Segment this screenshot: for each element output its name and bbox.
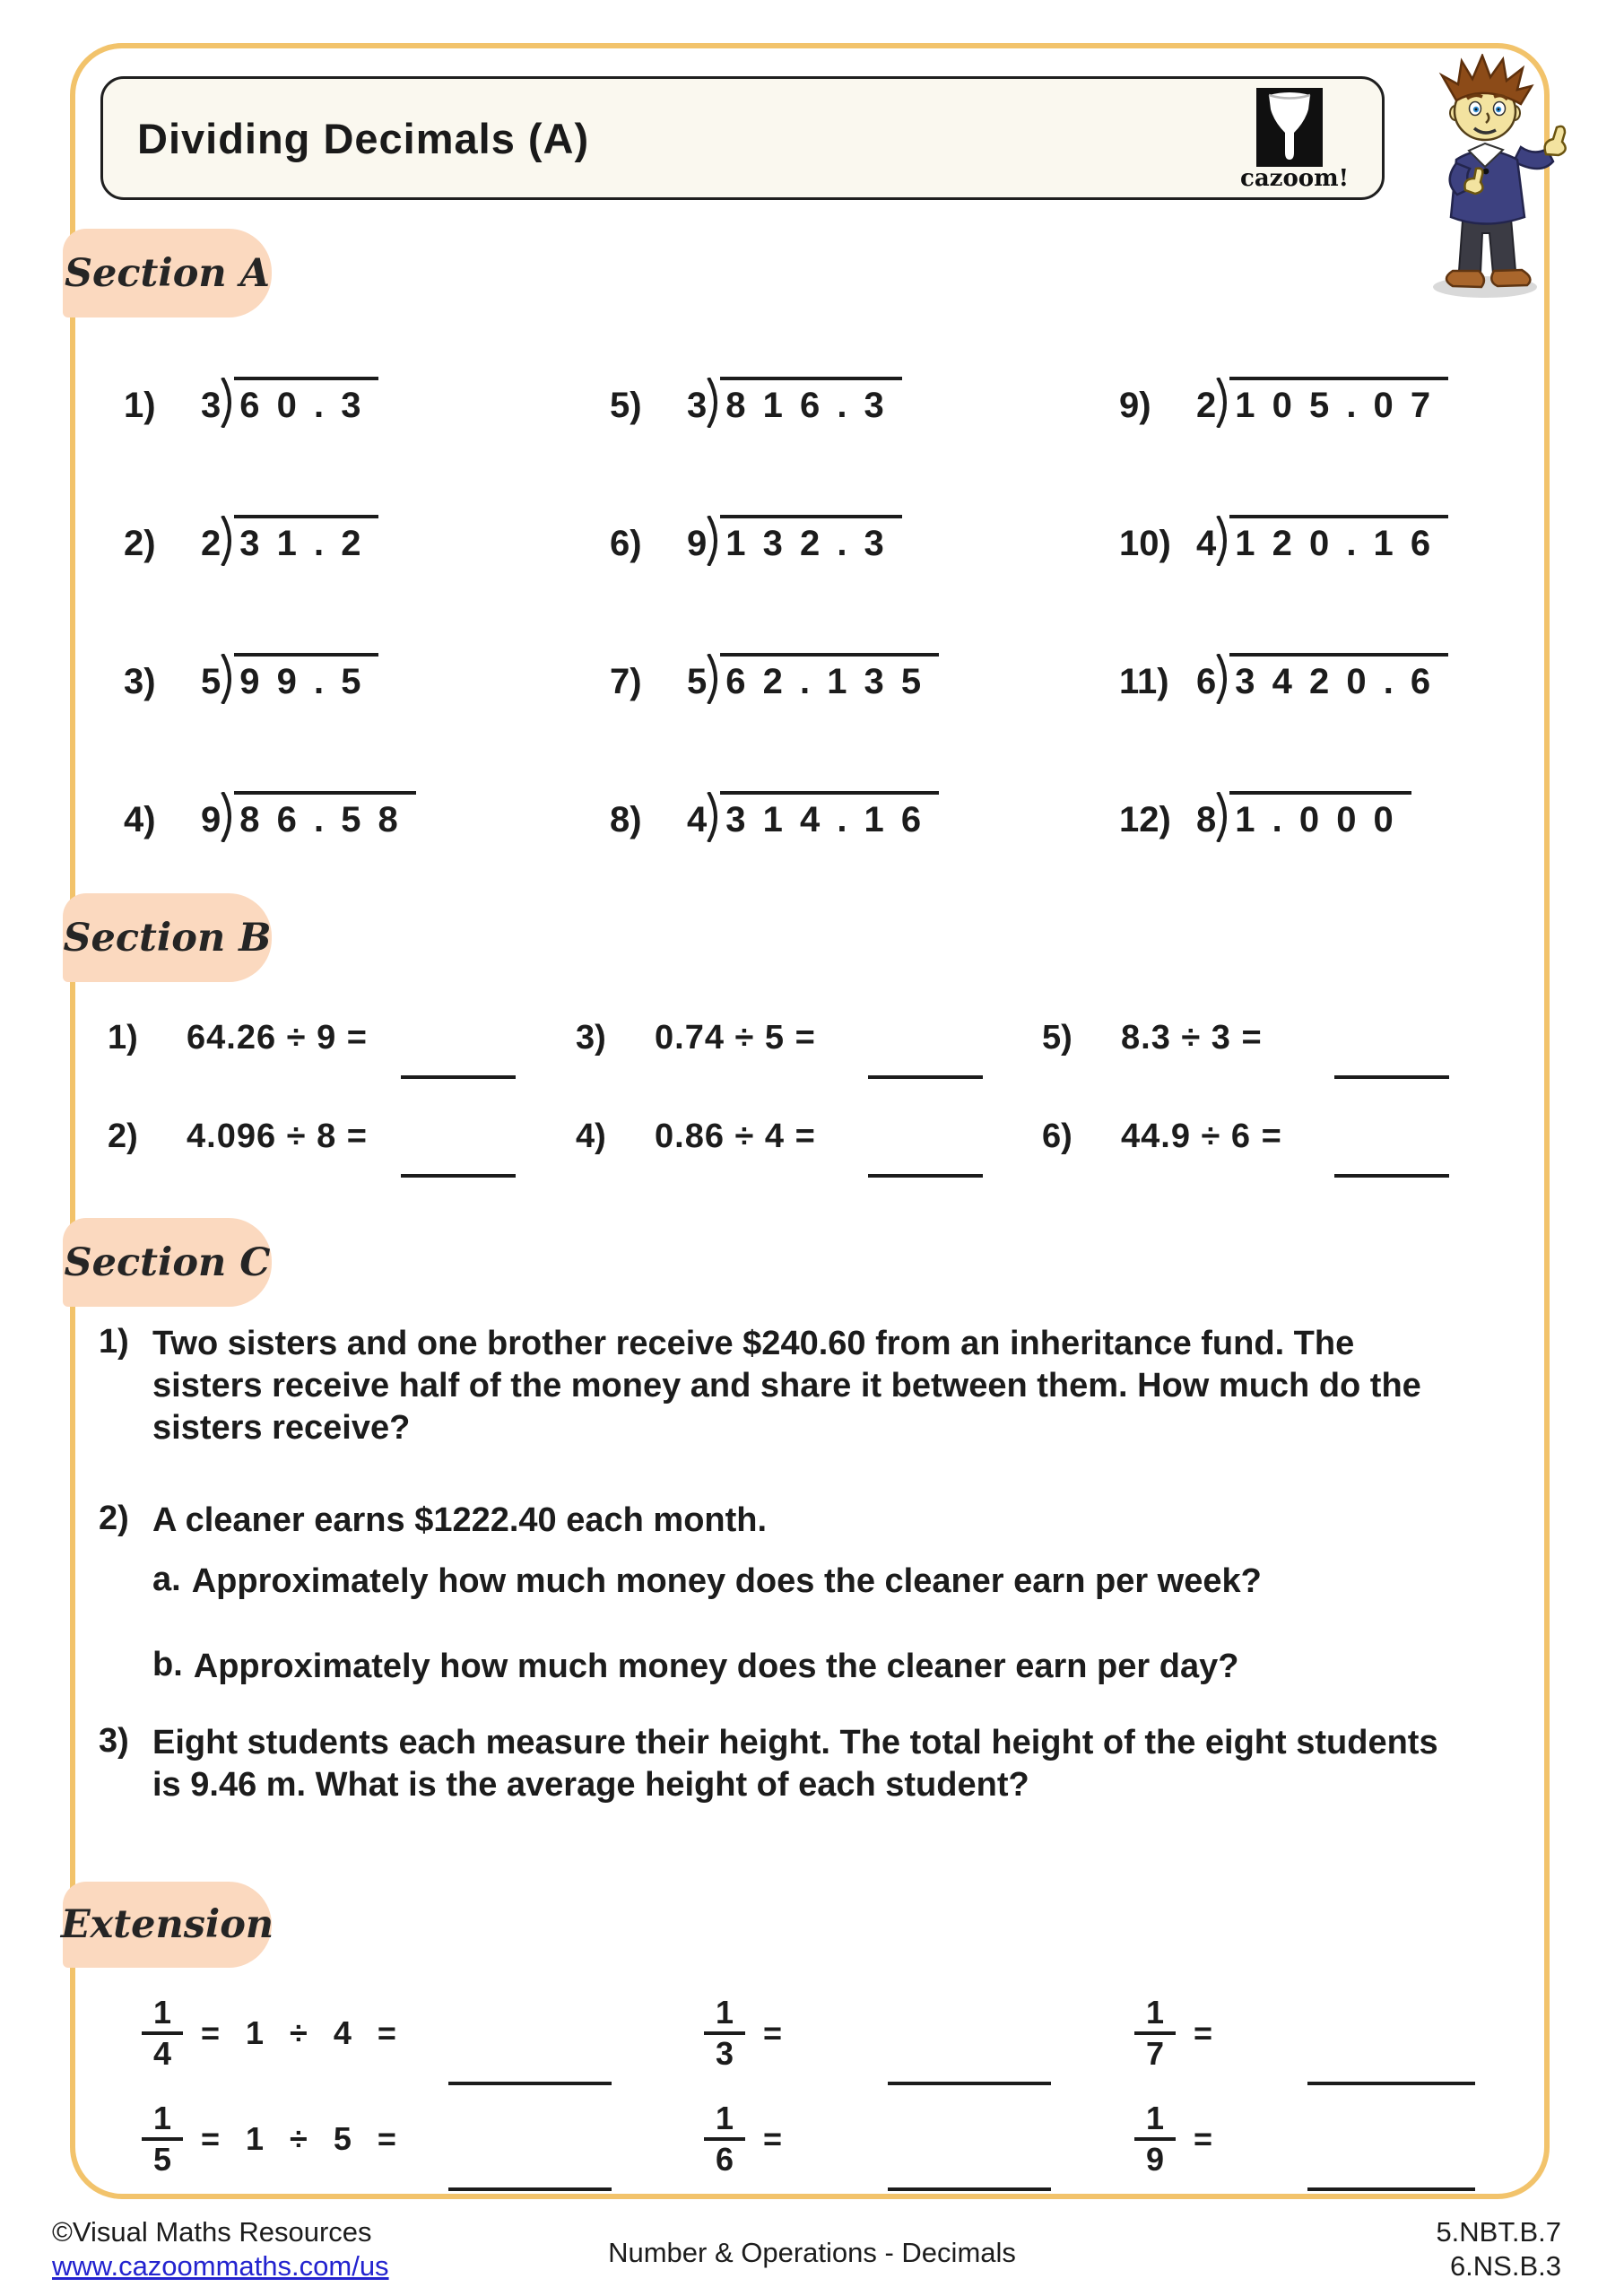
expression: 0.86 ÷ 4 = [655, 1118, 816, 1155]
footer-topic: Number & Operations - Decimals [608, 2237, 1016, 2268]
problem-number: 3) [576, 1019, 606, 1057]
section-c-label: Section C [64, 1239, 271, 1285]
numerator: 1 [715, 1994, 734, 2031]
answer-line[interactable] [1307, 2187, 1475, 2191]
divisor: 4 [1196, 524, 1217, 563]
extension-item-5 [1134, 1993, 1215, 2074]
division-problem-b4 [576, 1118, 816, 1156]
extension-header [60, 1882, 274, 1968]
divisor: 9 [687, 524, 708, 563]
long-division-problem-8 [610, 791, 939, 842]
long-division-problem-7 [610, 653, 939, 704]
answer-line[interactable] [868, 1075, 983, 1079]
problem-number: 1) [108, 1019, 138, 1057]
dividend: 6 2 . 1 3 5 [720, 653, 939, 702]
numerator: 1 [1145, 2100, 1165, 2136]
problem-number: 7) [610, 662, 642, 701]
problem-number: 2) [99, 1500, 129, 1537]
dividend: 3 4 2 0 . 6 [1229, 653, 1448, 702]
divisor: 5 [201, 662, 221, 701]
page-title: Dividing Decimals (A) [137, 114, 590, 162]
problem-number: 3) [124, 662, 156, 701]
long-division-problem-11 [1119, 653, 1448, 704]
equation-text: = [1194, 2120, 1216, 2157]
divisor: 6 [1196, 662, 1217, 701]
subpart-label: a. [152, 1561, 181, 1598]
equation-text: = 1 ÷ 5 = [201, 2120, 399, 2157]
expression: 8.3 ÷ 3 = [1121, 1019, 1263, 1057]
problem-number: 10) [1119, 524, 1171, 563]
denominator: 4 [152, 2035, 172, 2072]
denominator: 6 [715, 2141, 734, 2178]
long-division-problem-1 [124, 377, 378, 428]
numerator: 1 [1145, 1994, 1165, 2031]
logo-text: cazoom! [1240, 165, 1350, 192]
title-box [100, 76, 1385, 200]
divisor: 4 [687, 800, 708, 839]
problem-number: 4) [576, 1118, 606, 1155]
problem-text: Two sisters and one brother receive $240.60 from an inheritance fund. The sisters receive half of the money and share it between them. How much do the sisters receive? [152, 1325, 1421, 1447]
answer-line[interactable] [1334, 1075, 1449, 1079]
section-c-header [63, 1218, 272, 1307]
long-division-problem-10 [1119, 515, 1448, 566]
dividend: 1 . 0 0 0 [1229, 791, 1411, 840]
division-problem-b6 [1042, 1118, 1282, 1156]
problem-number: 11) [1119, 662, 1169, 701]
answer-line[interactable] [401, 1174, 516, 1178]
denominator: 9 [1145, 2141, 1165, 2178]
long-division-problem-6 [610, 515, 902, 566]
divisor: 8 [1196, 800, 1217, 839]
problem-number: 1) [99, 1323, 129, 1361]
word-problem-2a [152, 1561, 1262, 1603]
standard-code-2: 6.NS.B.3 [1449, 2250, 1561, 2282]
dividend: 8 6 . 5 8 [234, 791, 416, 840]
problem-number: 8) [610, 800, 642, 839]
divisor: 5 [687, 662, 708, 701]
extension-item-6 [1134, 2099, 1215, 2179]
fraction [704, 2100, 745, 2178]
denominator: 3 [715, 2035, 734, 2072]
expression: 64.26 ÷ 9 = [187, 1019, 368, 1057]
expression: 0.74 ÷ 5 = [655, 1019, 816, 1057]
long-division-problem-2 [124, 515, 378, 566]
answer-line[interactable] [401, 1075, 516, 1079]
expression: 44.9 ÷ 6 = [1121, 1118, 1282, 1155]
dividend: 6 0 . 3 [234, 377, 378, 426]
subpart-label: b. [152, 1646, 183, 1683]
problem-text: Eight students each measure their height. The total height of the eight students is 9.46 m. What is the average height of each student? [152, 1724, 1438, 1804]
fraction [1134, 1994, 1176, 2072]
divisor: 3 [687, 386, 708, 425]
section-b-header [63, 893, 272, 982]
fraction [704, 1994, 745, 2072]
standard-code-1: 5.NBT.B.7 [1436, 2216, 1561, 2248]
problem-number: 5) [1042, 1019, 1073, 1057]
dividend: 1 0 5 . 0 7 [1229, 377, 1448, 426]
denominator: 7 [1145, 2035, 1165, 2072]
answer-line[interactable] [888, 2187, 1051, 2191]
answer-line[interactable] [888, 2082, 1051, 2085]
problem-number: 1) [124, 386, 156, 425]
equation-text: = [763, 2120, 786, 2157]
word-problem-3 [99, 1722, 1462, 1806]
answer-line[interactable] [1334, 1174, 1449, 1178]
dividend: 8 1 6 . 3 [720, 377, 902, 426]
problem-number: 2) [108, 1118, 138, 1155]
divisor: 2 [1196, 386, 1217, 425]
dividend: 1 3 2 . 3 [720, 515, 902, 564]
problem-number: 12) [1119, 800, 1171, 839]
long-division-problem-12 [1119, 791, 1411, 842]
division-problem-b5 [1042, 1019, 1263, 1057]
dividend: 3 1 . 2 [234, 515, 378, 564]
denominator: 5 [152, 2141, 172, 2178]
word-problem-2 [99, 1500, 1462, 1542]
division-problem-b1 [108, 1019, 368, 1057]
section-a-label: Section A [64, 250, 271, 296]
long-division-problem-3 [124, 653, 378, 704]
long-division-problem-9 [1119, 377, 1448, 428]
numerator: 1 [715, 2100, 734, 2136]
dividend: 9 9 . 5 [234, 653, 378, 702]
answer-line[interactable] [868, 1174, 983, 1178]
long-division-problem-5 [610, 377, 902, 428]
fraction [142, 2100, 183, 2178]
problem-number: 6) [1042, 1118, 1073, 1155]
answer-line[interactable] [448, 2187, 612, 2191]
division-problem-b3 [576, 1019, 816, 1057]
answer-line[interactable] [448, 2082, 612, 2085]
divisor: 2 [201, 524, 221, 563]
website-link[interactable]: www.cazoommaths.com/us [52, 2250, 389, 2282]
fraction [142, 1994, 183, 2072]
fraction [1134, 2100, 1176, 2178]
problem-number: 4) [124, 800, 156, 839]
divisor: 9 [201, 800, 221, 839]
section-a-header [63, 229, 272, 317]
drum-icon [1256, 88, 1323, 167]
division-problem-b2 [108, 1118, 368, 1156]
problem-number: 6) [610, 524, 642, 563]
problem-number: 9) [1119, 386, 1151, 425]
problem-number: 2) [124, 524, 156, 563]
subpart-text: Approximately how much money does the cleaner earn per day? [193, 1648, 1239, 1685]
problem-text: A cleaner earns $1222.40 each month. [152, 1501, 768, 1539]
copyright-text: ©Visual Maths Resources [52, 2216, 372, 2248]
expression: 4.096 ÷ 8 = [187, 1118, 368, 1155]
problem-number: 3) [99, 1722, 129, 1760]
extension-item-1 [142, 1993, 399, 2074]
numerator: 1 [152, 2100, 172, 2136]
footer-standards [1436, 2215, 1561, 2283]
dividend: 1 2 0 . 1 6 [1229, 515, 1448, 564]
equation-text: = [1194, 2014, 1216, 2051]
extension-item-2 [142, 2099, 399, 2179]
extension-item-3 [704, 1993, 785, 2074]
extension-item-4 [704, 2099, 785, 2179]
mascot-illustration [1388, 54, 1584, 303]
long-division-problem-4 [124, 791, 416, 842]
equation-text: = [763, 2014, 786, 2051]
divisor: 3 [201, 386, 221, 425]
answer-line[interactable] [1307, 2082, 1475, 2085]
numerator: 1 [152, 1994, 172, 2031]
word-problem-1 [99, 1323, 1462, 1449]
dividend: 3 1 4 . 1 6 [720, 791, 939, 840]
subpart-text: Approximately how much money does the cleaner earn per week? [191, 1562, 1262, 1600]
word-problem-2b [152, 1646, 1238, 1688]
equation-text: = 1 ÷ 4 = [201, 2014, 399, 2051]
cazoom-logo [1240, 88, 1350, 192]
extension-label: Extension [60, 1902, 274, 1947]
section-b-label: Section B [63, 915, 272, 961]
problem-number: 5) [610, 386, 642, 425]
